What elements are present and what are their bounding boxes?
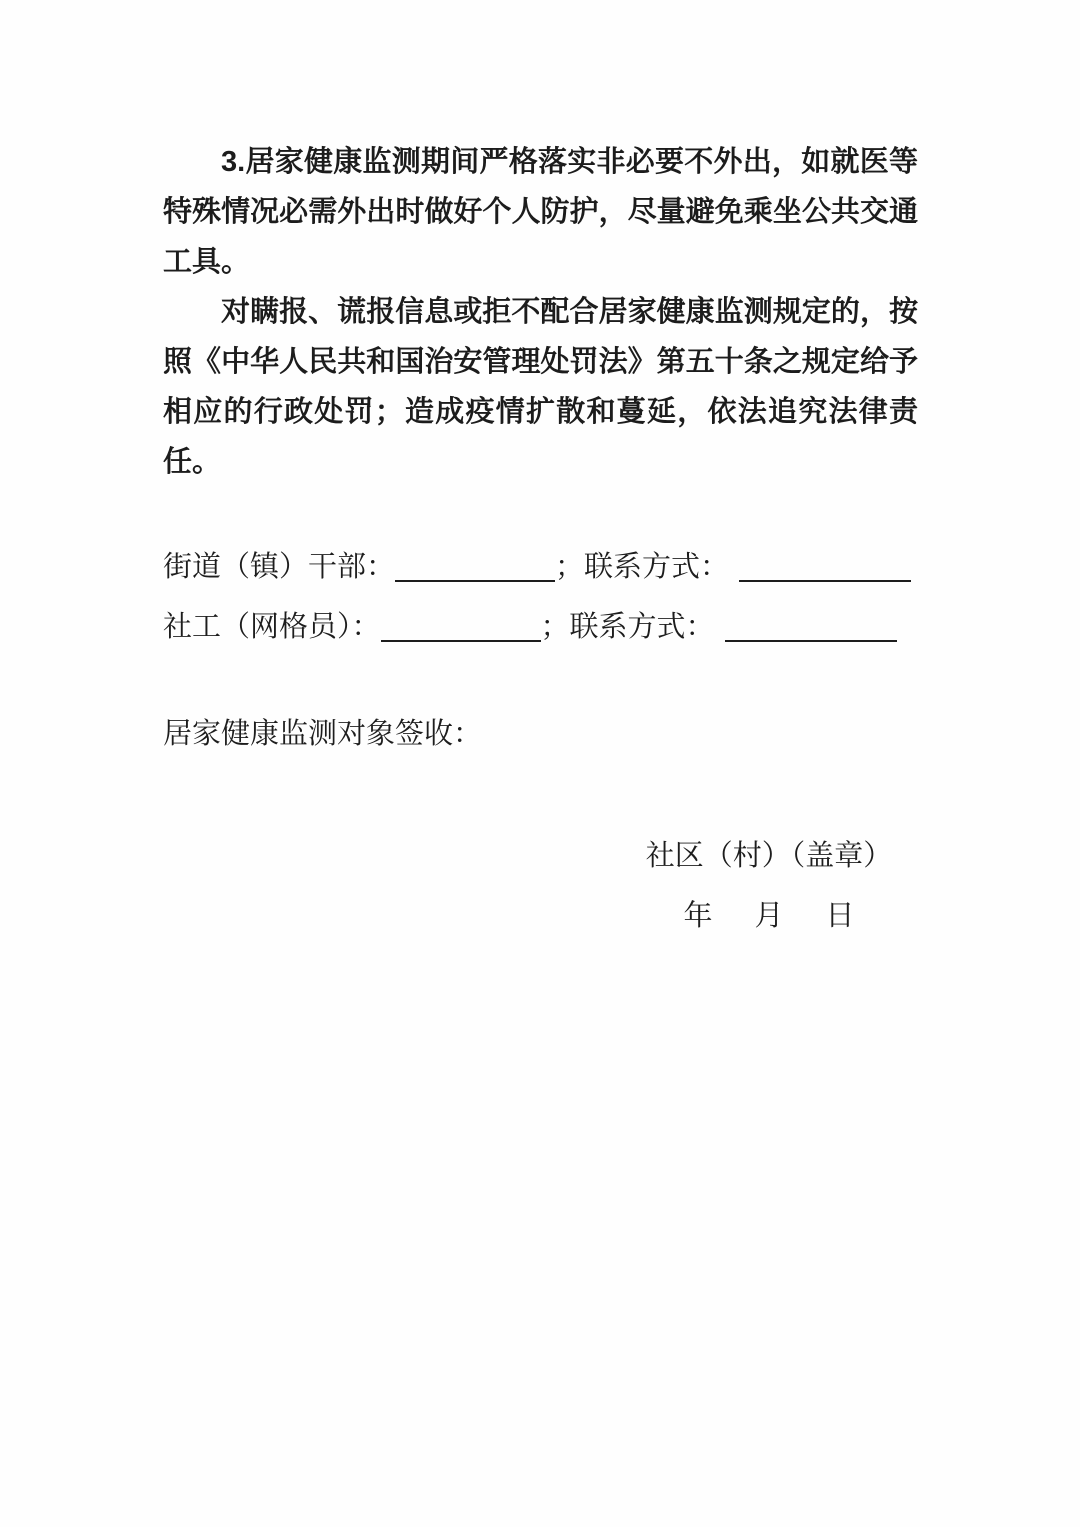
contact-method-label: ；联系方式： bbox=[540, 611, 715, 643]
date-day-label: 日 bbox=[825, 900, 855, 932]
paragraph-penalty-notice: 对瞒报、谎报信息或拒不配合居家健康监测规定的，按照《中华人民共和国治安管理处罚法》第五十条之规定给予相应的行政处罚；造成疫情扩散和蔓延，依法追究法律责任。 bbox=[163, 296, 918, 478]
blank-name-field bbox=[395, 548, 555, 582]
stamp-block bbox=[636, 831, 902, 941]
contact-line-street-cadre bbox=[163, 537, 918, 597]
contact-method-label: ；联系方式： bbox=[555, 551, 730, 583]
blank-contact-field bbox=[725, 608, 897, 642]
signature-line: 居家健康监测对象签收： bbox=[163, 718, 483, 750]
stamp-line: 社区（村）（盖章） bbox=[645, 840, 893, 872]
paragraph-rule-3: 3.居家健康监测期间严格落实非必要不外出，如就医等特殊情况必需外出时做好个人防护，尽量避免乘坐公共交通工具。 bbox=[163, 146, 918, 278]
blank-name-field bbox=[381, 608, 541, 642]
date-line bbox=[636, 891, 902, 941]
contact-line-social-worker bbox=[163, 597, 918, 657]
date-month-label: 月 bbox=[754, 900, 784, 932]
contact-section bbox=[163, 537, 918, 657]
date-year-label: 年 bbox=[683, 900, 713, 932]
contact-role-label: 社工（网格员）： bbox=[163, 611, 381, 643]
blank-contact-field bbox=[739, 548, 911, 582]
contact-role-label: 街道（镇）干部： bbox=[163, 551, 396, 583]
